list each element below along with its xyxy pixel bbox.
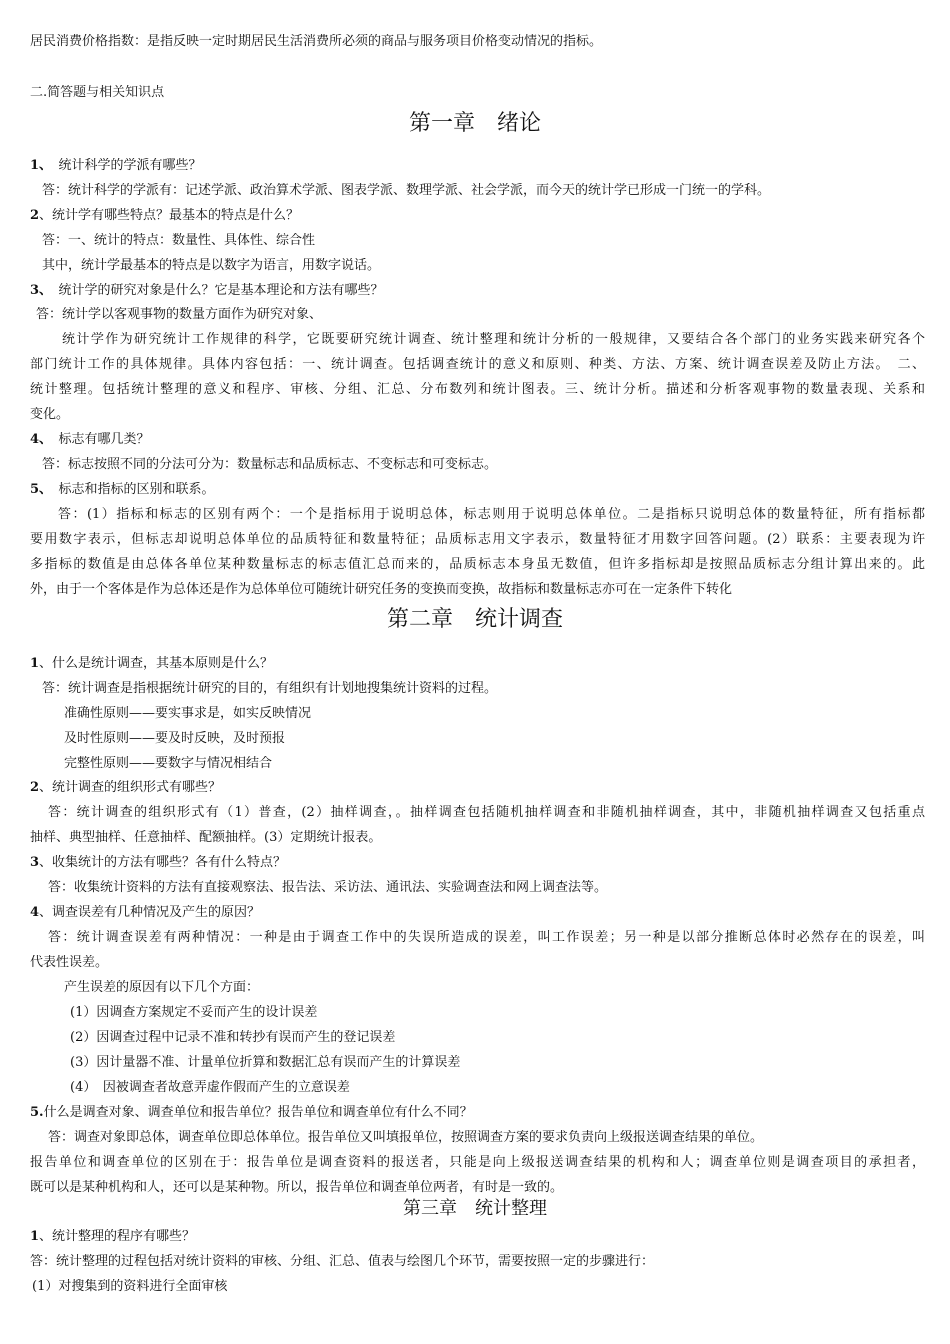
answer-2-1: 答：统计调查是指根据统计研究的目的，有组织有计划地搜集统计资料的过程。 xyxy=(42,681,498,696)
answer-2-5-line-3: 既可以是某种机构和人，还可以是某种物。所以，报告单位和调查单位两者，有时是一致的。 xyxy=(30,1180,564,1195)
question-2-3 xyxy=(30,855,925,871)
question-number: 3、 xyxy=(30,283,46,298)
answer-2-2-line-1: 答：统计调查的组织形式有（1）普查，(2）抽样调查，。抽样调查包括随机抽样调查和非随机抽样调查，其中，非随机抽样调查又包括重点 xyxy=(48,805,925,820)
chapter-3-title: 第三章 统计整理 xyxy=(403,1198,547,1219)
question-number: 2 xyxy=(30,780,40,795)
answer-1-3-line-3: 部门统计工作的具体规律。具体内容包括：一、统计调查。包括调查统计的意义和原则、种类、方法、方案、统计调查误差及防止方法。 二、 xyxy=(30,357,925,372)
question-number: 5、 xyxy=(30,482,46,497)
question-text: 标志有哪几类？ xyxy=(45,432,150,447)
answer-1-1: 答：统计科学的学派有：记述学派、政治算术学派、图表学派、数理学派、社会学派，而今天的统计学已形成一门统一的学科。 xyxy=(42,183,771,198)
cause-2: (2）因调查过程中记录不准和转抄有误而产生的登记误差 xyxy=(70,1030,396,1045)
question-number: 5. xyxy=(30,1105,44,1120)
question-number: 1 xyxy=(30,1229,40,1244)
question-number: 4、 xyxy=(30,432,46,447)
question-text: 、统计学有哪些特点？最基本的特点是什么？ xyxy=(39,208,300,223)
question-2-4 xyxy=(30,905,925,921)
answer-2-5-line-1: 答：调查对象即总体，调查单位即总体单位。报告单位又叫填报单位，按照调查方案的要求负责向上级报送调查结果的单位。 xyxy=(48,1130,764,1145)
principle-2: 及时性原则——要及时反映，及时预报 xyxy=(64,731,286,746)
answer-1-5-line-2: 要用数字表示，但标志却说明总体单位的品质特征和数量特征；品质标志用文字表示，数量特征才用数字回答问题。(2）联系：主要表现为许 xyxy=(30,532,925,547)
answer-2-4-line-1: 答：统计调查误差有两种情况：一种是由于调查工作中的失误所造成的误差，叫工作误差；另一种是以部分推断总体时必然存在的误差，叫 xyxy=(48,930,925,945)
question-number: 3 xyxy=(30,855,40,870)
answer-1-5-line-3: 多指标的数值是由总体各单位某种数量标志的标志值汇总而来的，品质标志本身虽无数值，但许多指标却是按照品质标志分组计算出来的。此 xyxy=(30,557,925,572)
question-3-1 xyxy=(30,1229,925,1245)
principle-1: 准确性原则——要实事求是，如实反映情况 xyxy=(64,706,312,721)
cause-4: (4） 因被调查者故意弄虚作假而产生的立意误差 xyxy=(70,1080,350,1095)
answer-2-4-line-3: 产生误差的原因有以下几个方面： xyxy=(64,980,260,995)
question-text: 、统计整理的程序有哪些？ xyxy=(39,1229,196,1244)
answer-1-4: 答：标志按照不同的分法可分为：数量标志和品质标志、不变标志和可变标志。 xyxy=(42,457,498,472)
question-number: 1、 xyxy=(30,158,46,173)
question-1-2 xyxy=(30,208,925,224)
answer-2-5-line-2: 报告单位和调查单位的区别在于：报告单位是调查资料的报送者，只能是向上级报送调查结果的机构和人；调查单位则是调查项目的承担者， xyxy=(30,1155,925,1170)
answer-2-2-line-2: 抽样、典型抽样、任意抽样、配额抽样。(3）定期统计报表。 xyxy=(30,830,382,845)
definition-text: 居民消费价格指数：是指反映一定时期居民生活消费所必须的商品与服务项目价格变动情况的指标。 xyxy=(30,34,603,49)
principle-3: 完整性原则——要数字与情况相结合 xyxy=(64,756,273,771)
answer-1-2-line-1: 答：一、统计的特点：数量性、具体性、综合性 xyxy=(42,233,316,248)
answer-1-3-line-4: 统计整理。包括统计整理的意义和程序、审核、分组、汇总、分布数列和统计图表。三、统计分析。描述和分析客观事物的数量表现、关系和 xyxy=(30,382,925,397)
answer-1-3-line-2: 统计学作为研究统计工作规律的科学，它既要研究统计调查、统计整理和统计分析的一般规律，又要结合各个部门的业务实践来研究各个 xyxy=(62,332,925,347)
answer-1-5-line-4: 外，由于一个客体是作为总体还是作为总体单位可随统计研究任务的变换而变换，故指标和数量标志亦可在一定条件下转化 xyxy=(30,582,733,597)
section-heading: 二.简答题与相关知识点 xyxy=(30,85,165,100)
answer-2-4-line-2: 代表性误差。 xyxy=(30,955,109,970)
question-1-3 xyxy=(30,283,925,299)
question-1-5 xyxy=(30,482,925,498)
question-text: 、什么是统计调查，其基本原则是什么？ xyxy=(39,656,274,671)
question-number: 2 xyxy=(30,208,40,223)
question-2-2 xyxy=(30,780,925,796)
question-text: 统计科学的学派有哪些？ xyxy=(45,158,202,173)
question-text: 、收集统计的方法有哪些？各有什么特点？ xyxy=(39,855,287,870)
question-text: 、调查误差有几种情况及产生的原因？ xyxy=(39,905,261,920)
answer-1-5-line-1: 答：(1）指标和标志的区别有两个：一个是指标用于说明总体，标志则用于说明总体单位。二是指标只说明总体的数量特征，所有指标都 xyxy=(58,507,925,522)
cause-1: (1）因调查方案规定不妥而产生的设计误差 xyxy=(70,1005,318,1020)
question-text: 标志和指标的区别和联系。 xyxy=(45,482,215,497)
step-1: (1）对搜集到的资料进行全面审核 xyxy=(32,1279,228,1294)
question-2-1 xyxy=(30,656,925,672)
answer-2-3: 答：收集统计资料的方法有直接观察法、报告法、采访法、通讯法、实验调查法和网上调查法等。 xyxy=(48,880,608,895)
chapter-2-title: 第二章 统计调查 xyxy=(386,607,563,632)
answer-1-3-line-1: 答：统计学以客观事物的数量方面作为研究对象、 xyxy=(36,307,323,322)
question-text: 统计学的研究对象是什么？它是基本理论和方法有哪些？ xyxy=(45,283,384,298)
question-text: 什么是调查对象、调查单位和报告单位？报告单位和调查单位有什么不同？ xyxy=(43,1105,473,1120)
question-text: 、统计调查的组织形式有哪些？ xyxy=(39,780,222,795)
question-1-4 xyxy=(30,432,925,448)
answer-1-2-line-2: 其中，统计学最基本的特点是以数字为语言，用数字说话。 xyxy=(42,258,381,273)
answer-1-3-line-5: 变化。 xyxy=(30,407,70,422)
question-number: 1 xyxy=(30,656,40,671)
question-number: 4 xyxy=(30,905,40,920)
cause-3: (3）因计量器不准、计量单位折算和数据汇总有误而产生的计算误差 xyxy=(70,1055,461,1070)
answer-3-1: 答：统计整理的过程包括对统计资料的审核、分组、汇总、值表与绘图几个环节，需要按照一定的步骤进行： xyxy=(30,1254,655,1269)
question-2-5 xyxy=(30,1105,925,1121)
question-1-1 xyxy=(30,158,925,174)
chapter-1-title: 第一章 绪论 xyxy=(408,111,541,136)
